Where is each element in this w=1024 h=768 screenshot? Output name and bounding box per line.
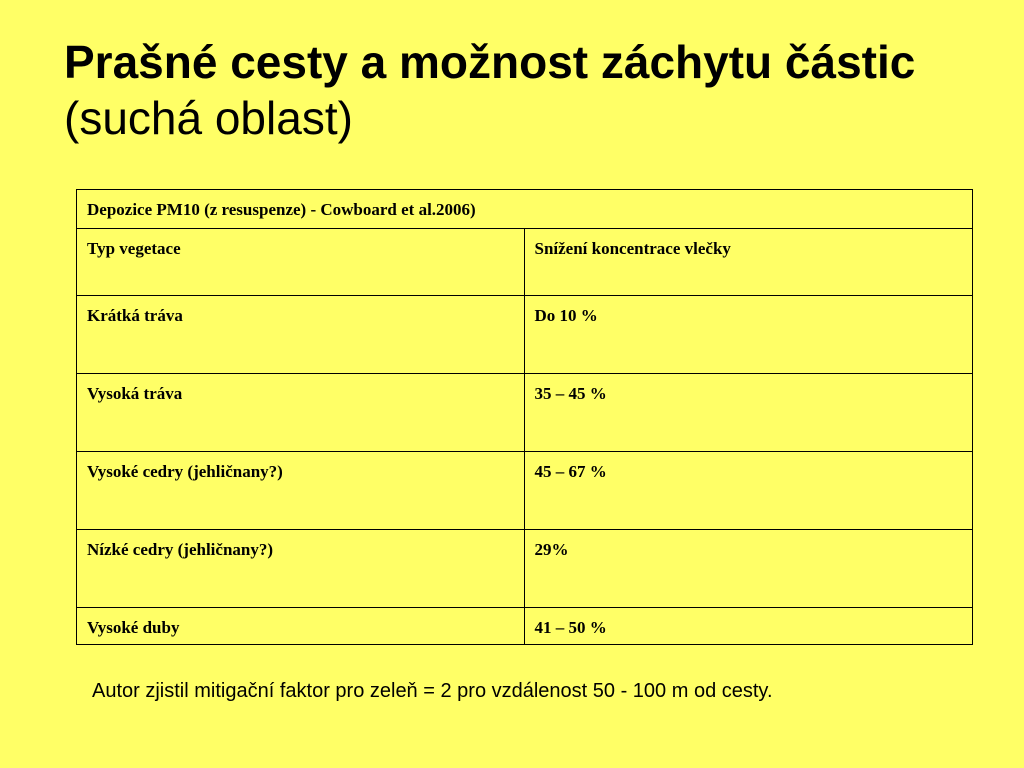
reduction-cell: 29% [524,530,973,608]
table-header-row [77,229,973,296]
footnote: Autor zjistil mitigační faktor pro zeleň = 2 pro vzdálenost 50 - 100 m od cesty. [92,680,773,702]
vegetation-cell: Vysoká tráva [77,374,525,452]
slide-title-subtitle: (suchá oblast) [64,92,353,144]
table-caption: Depozice PM10 (z resuspenze) - Cowboard et al.2006) [77,190,973,229]
table-caption-row [77,190,973,229]
vegetation-cell: Krátká tráva [77,296,525,374]
reduction-cell: 35 – 45 % [524,374,973,452]
column-header-vegetation: Typ vegetace [77,229,525,296]
table-row [77,296,973,374]
table-row [77,608,973,645]
slide-title-bold: Prašné cesty a možnost záchytu částic [64,36,916,88]
column-header-reduction: Snížení koncentrace vlečky [524,229,973,296]
vegetation-cell: Vysoké duby [77,608,525,645]
table-row [77,374,973,452]
vegetation-table [76,189,973,645]
table-row [77,452,973,530]
reduction-cell: 45 – 67 % [524,452,973,530]
reduction-cell: 41 – 50 % [524,608,973,645]
slide-title [64,34,984,146]
reduction-cell: Do 10 % [524,296,973,374]
vegetation-cell: Vysoké cedry (jehličnany?) [77,452,525,530]
table-row [77,530,973,608]
vegetation-cell: Nízké cedry (jehličnany?) [77,530,525,608]
